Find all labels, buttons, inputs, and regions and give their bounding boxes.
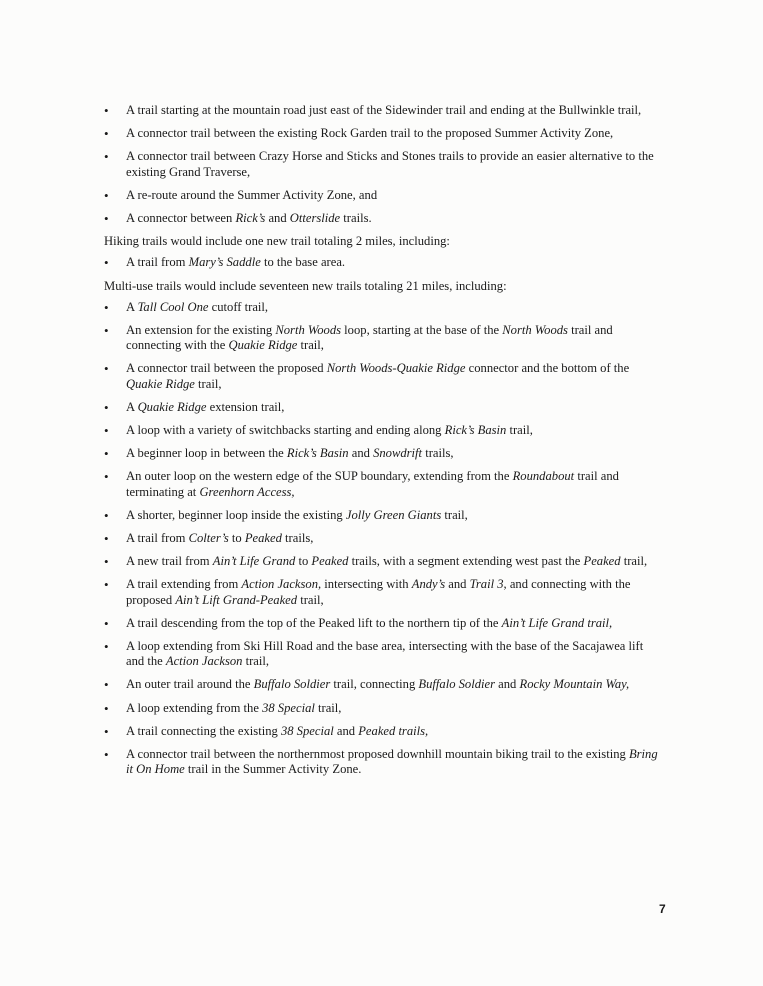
text-run: A loop extending from the	[126, 700, 263, 715]
text-run: A	[126, 399, 138, 414]
text-run: An extension for the existing	[126, 323, 276, 338]
item-text	[104, 234, 450, 248]
bullet-item	[104, 701, 664, 716]
text-run: A connector trail between Crazy Horse and Sticks and Stones trails to provide an easier alternative to the existing Grand Traverse,	[126, 149, 654, 179]
item-text	[126, 531, 313, 545]
text-run: A loop with a variety of switchbacks starting and ending along	[126, 423, 445, 438]
trail-name: Mary’s Saddle	[188, 255, 261, 270]
trail-name: Rocky Mountain Way,	[519, 677, 630, 692]
text-run: A connector trail between the existing Rock Garden trail to the proposed Summer Activity Zone,	[126, 126, 614, 141]
item-text	[126, 361, 629, 390]
trail-name: Otterslide	[289, 211, 341, 226]
item-text	[126, 300, 268, 314]
bullet-item	[104, 188, 664, 203]
text-run: trail and connecting with the	[126, 323, 613, 353]
bullet-item	[104, 747, 664, 777]
item-text	[126, 747, 658, 776]
text-run: A trail from	[126, 255, 189, 270]
bullet-marker: •	[104, 423, 109, 439]
text-run: to	[228, 531, 245, 546]
bullet-marker: •	[104, 399, 109, 415]
trail-name: Peaked trails,	[358, 723, 429, 738]
text-run: loop, starting at the base of the	[341, 323, 503, 338]
text-run: Multi-use trails would include seventeen new trails totaling 21 miles, including:	[104, 278, 507, 293]
bullet-item	[104, 469, 664, 499]
text-run: A connector trail between the proposed	[126, 361, 327, 376]
trail-name: Ain’t Life Grand	[212, 554, 296, 569]
paragraph	[104, 279, 664, 294]
bullet-item	[104, 724, 664, 739]
bullet-item	[104, 361, 664, 391]
text-run: A re-route around the Summer Activity Zone, and	[126, 187, 378, 202]
trail-name: Andy’s	[411, 577, 446, 592]
trail-name: Action Jackson,	[241, 577, 322, 592]
trail-name: Rick’s Basin	[444, 423, 507, 438]
text-run: Hiking trails would include one new trail totaling 2 miles, including:	[104, 234, 450, 249]
item-text	[126, 577, 631, 606]
bullet-item	[104, 554, 664, 569]
bullet-marker: •	[104, 126, 109, 142]
trail-name: Action Jackson	[165, 654, 243, 669]
trail-name: Ain’t Lift Grand-Peaked	[175, 592, 298, 607]
trail-name: Peaked	[311, 554, 349, 569]
trail-name: Peaked	[583, 554, 621, 569]
item-text	[126, 677, 629, 691]
page-number: 7	[659, 902, 666, 916]
trail-name: 38 Special	[262, 700, 315, 715]
bullet-item	[104, 255, 664, 270]
document-body	[104, 103, 664, 786]
trail-name: Trail 3	[469, 577, 504, 592]
text-run: trail, connecting	[330, 677, 419, 692]
trail-name: Jolly Green Giants	[345, 507, 442, 522]
item-text	[126, 126, 613, 140]
text-run: and	[445, 577, 470, 592]
trail-name: Quakie Ridge	[126, 376, 195, 391]
text-run: A connector trail between the northernmost proposed downhill mountain biking trail to the existing	[126, 747, 629, 762]
bullet-marker: •	[104, 149, 109, 165]
bullet-item	[104, 531, 664, 546]
text-run: and	[265, 211, 290, 226]
bullet-item	[104, 677, 664, 692]
text-run: extension trail,	[206, 399, 285, 414]
bullet-marker: •	[104, 615, 109, 631]
bullet-marker: •	[104, 577, 109, 593]
text-run: An outer trail around the	[126, 677, 254, 692]
trail-name: Quakie Ridge	[228, 338, 298, 353]
trail-name: Rick’s Basin	[286, 446, 349, 461]
text-run: trail,	[620, 554, 648, 569]
item-text	[126, 701, 341, 715]
item-text	[126, 149, 654, 178]
text-run: trail,	[297, 592, 324, 607]
text-run: A trail connecting the existing	[126, 723, 281, 738]
text-run: A beginner loop in between the	[126, 446, 287, 461]
trail-name: North Woods	[275, 323, 342, 338]
item-text	[126, 400, 284, 414]
trail-name: Buffalo Soldier	[253, 677, 331, 692]
text-run: A trail descending from the top of the Peaked lift to the northern tip of the	[126, 615, 502, 630]
text-run: cutoff trail,	[208, 299, 269, 314]
text-run: A shorter, beginner loop inside the existing	[126, 507, 346, 522]
paragraph	[104, 234, 664, 249]
text-run: to the base area.	[260, 255, 346, 270]
text-run: and	[333, 723, 359, 738]
bullet-marker: •	[104, 554, 109, 570]
trail-name: Rick’s	[235, 211, 266, 226]
item-text	[126, 508, 468, 522]
trail-name: Buffalo Soldier	[418, 677, 496, 692]
trail-name: North Woods-Quakie Ridge	[326, 361, 466, 376]
trail-name: Bring it On Home	[126, 747, 658, 777]
bullet-marker: •	[104, 677, 109, 693]
bullet-item	[104, 323, 664, 353]
text-run: and	[495, 677, 520, 692]
bullet-item	[104, 400, 664, 415]
item-text	[126, 554, 647, 568]
text-run: A connector between	[126, 211, 236, 226]
bullet-marker: •	[104, 700, 109, 716]
bullet-item	[104, 103, 664, 118]
text-run: trail,	[506, 423, 533, 438]
bullet-marker: •	[104, 469, 109, 485]
bullet-item	[104, 639, 664, 669]
text-run: A trail extending from	[126, 577, 242, 592]
bullet-item	[104, 211, 664, 226]
trail-name: Quakie Ridge	[137, 399, 207, 414]
bullet-marker: •	[104, 361, 109, 377]
bullet-marker: •	[104, 507, 109, 523]
bullet-marker: •	[104, 747, 109, 763]
bullet-marker: •	[104, 187, 109, 203]
text-run: trails, with a segment extending west past the	[348, 554, 584, 569]
text-run: trail,	[297, 338, 324, 353]
item-text	[126, 469, 619, 498]
trail-name: Ain’t Life Grand trail,	[501, 615, 613, 630]
item-text	[126, 103, 641, 117]
text-run: , and connecting with the proposed	[126, 577, 631, 607]
bullet-marker: •	[104, 446, 109, 462]
bullet-marker: •	[104, 531, 109, 547]
text-run: A	[126, 299, 138, 314]
text-run: An outer loop on the western edge of the SUP boundary, extending from the	[126, 469, 513, 484]
item-text	[126, 639, 643, 668]
trail-name: 38 Special	[280, 723, 334, 738]
item-text	[126, 446, 454, 460]
trail-name: Colter’s	[188, 531, 229, 546]
text-run: trail,	[441, 507, 468, 522]
item-text	[126, 423, 533, 437]
bullet-marker: •	[104, 723, 109, 739]
trail-name: Snowdrift	[373, 446, 423, 461]
item-text	[126, 211, 372, 225]
trail-name: Peaked	[244, 531, 282, 546]
bullet-item	[104, 508, 664, 523]
bullet-marker: •	[104, 323, 109, 339]
bullet-marker: •	[104, 639, 109, 655]
trail-name: Tall Cool One	[137, 299, 209, 314]
text-run: trail,	[194, 376, 222, 391]
bullet-item	[104, 446, 664, 461]
bullet-item	[104, 126, 664, 141]
item-text	[126, 616, 612, 630]
trail-name: Roundabout	[512, 469, 575, 484]
bullet-item	[104, 149, 664, 179]
bullet-item	[104, 423, 664, 438]
text-run: trail,	[314, 700, 342, 715]
text-run: intersecting with	[321, 577, 412, 592]
text-run: trails,	[422, 446, 454, 461]
trail-name: North Woods	[502, 323, 568, 338]
text-run: to	[295, 554, 312, 569]
item-text	[126, 255, 345, 269]
text-run: trails,	[281, 531, 314, 546]
text-run: A loop extending from Ski Hill Road and the base area, intersecting with the base of the Sacajawea lift and the	[126, 639, 644, 669]
text-run: connector and the bottom of the	[465, 361, 630, 376]
bullet-marker: •	[104, 211, 109, 227]
text-run: trail,	[242, 654, 270, 669]
bullet-marker: •	[104, 255, 109, 271]
item-text	[126, 323, 613, 352]
bullet-item	[104, 616, 664, 631]
text-run: and	[348, 446, 374, 461]
text-run: trail and terminating at	[126, 469, 619, 499]
item-text	[104, 279, 507, 293]
bullet-item	[104, 300, 664, 315]
text-run: A trail from	[126, 531, 189, 546]
text-run: trails.	[340, 211, 372, 226]
item-text	[126, 724, 428, 738]
text-run: A trail starting at the mountain road just east of the Sidewinder trail and ending at the Bullwinkle trail,	[126, 103, 642, 117]
text-run: A new trail from	[126, 554, 213, 569]
text-run: trail in the Summer Activity Zone.	[184, 762, 362, 777]
bullet-marker: •	[104, 103, 109, 118]
bullet-marker: •	[104, 299, 109, 315]
item-text	[126, 188, 377, 202]
bullet-item	[104, 577, 664, 607]
trail-name: Greenhorn Access,	[199, 484, 295, 499]
